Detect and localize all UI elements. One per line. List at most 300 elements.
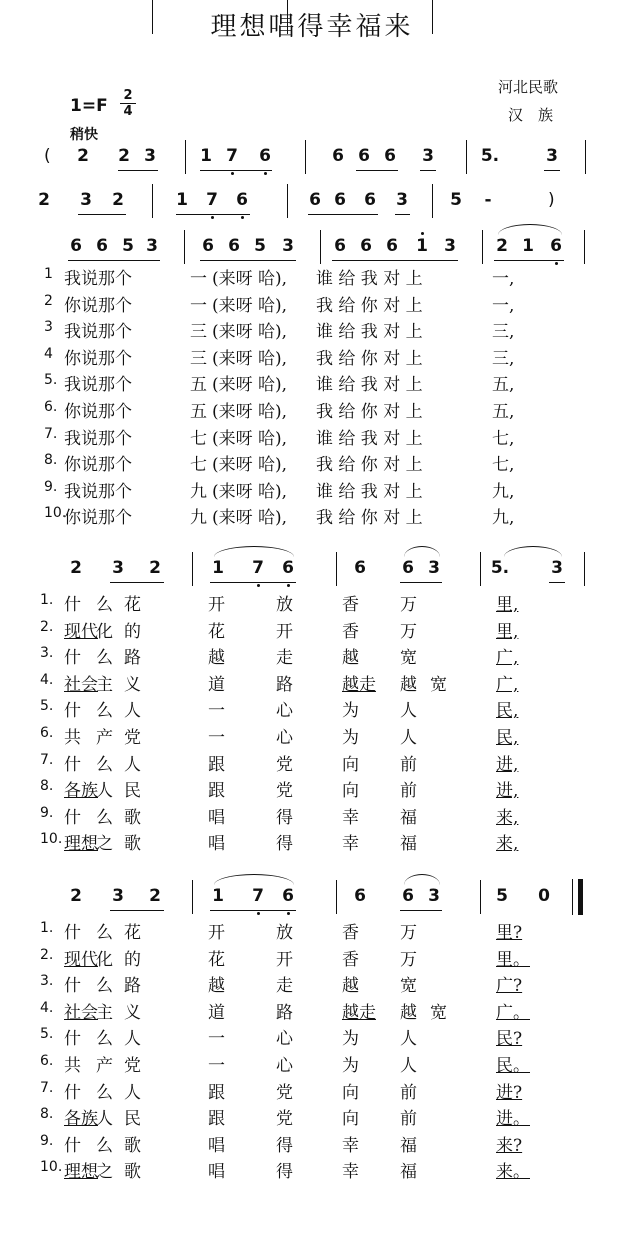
beam-underline <box>118 170 158 171</box>
m3-note: 3 <box>428 886 440 906</box>
verse3-line-number: 3. <box>40 973 54 990</box>
verse3-lyric: 民。 <box>496 1056 530 1076</box>
verse2-lyric: 为 <box>342 728 359 748</box>
verse2-lyric: 花 <box>208 621 225 642</box>
verse3-lyric: 进? <box>496 1082 523 1103</box>
verse3-lyric: 民 <box>124 1109 141 1130</box>
paren-open: ( <box>44 146 51 166</box>
intro2-note: 2 <box>112 190 124 210</box>
octave-dot <box>231 172 234 175</box>
verse2-line-number: 3. <box>40 645 54 662</box>
song-ethnicity: 汉 族 <box>508 106 554 124</box>
verse2-lyric: 心 <box>276 728 293 748</box>
verse3-lyric: 各族 <box>64 1109 98 1130</box>
verse3-lyric: 前 <box>400 1082 417 1103</box>
verse3-lyric: 幸 <box>342 1135 359 1156</box>
song-origin: 河北民歌 <box>498 78 559 96</box>
verse1-lyric: 七, <box>492 428 515 449</box>
verse2-lyric: 前 <box>400 754 417 775</box>
intro1-note: 2 <box>77 146 89 166</box>
verse3-lyric: 越 <box>400 1002 417 1023</box>
m2-note: 2 <box>149 558 161 578</box>
verse2-lyric: 么 <box>96 807 113 828</box>
verse2-lyric: 越走 <box>342 674 376 695</box>
verse3-lyric: 社会 <box>64 1002 98 1023</box>
intro1-note: 5. <box>480 146 500 166</box>
barline <box>184 230 185 264</box>
beam-underline <box>176 214 250 215</box>
verse1-lyric: 你说那个 <box>64 402 132 422</box>
barline <box>287 184 288 218</box>
verse1-line-number: 1 <box>44 266 53 282</box>
verse2-lyric: 人 <box>400 701 417 722</box>
verse3-lyric: 唱 <box>208 1162 225 1183</box>
verse1-lyric: 七 <box>190 428 207 449</box>
verse3-lyric: 福 <box>400 1162 417 1183</box>
octave-dot <box>555 262 558 265</box>
verse1-lyric: (来呀 哈), <box>212 295 288 316</box>
verse2-line-number: 1. <box>40 592 54 608</box>
beam-underline <box>68 260 160 261</box>
intro2-note: 6 <box>309 190 321 210</box>
beam-underline <box>400 582 442 583</box>
verse2-lyric: 民, <box>496 701 519 722</box>
verse1-line-number: 3 <box>44 319 53 336</box>
verse3-lyric: 前 <box>400 1109 417 1130</box>
intro2-note: 7 <box>206 190 218 210</box>
beam-underline <box>356 170 398 171</box>
verse2-lyric: 一 <box>208 701 225 722</box>
verse2-lyric: 跟 <box>208 781 225 802</box>
verse3-lyric: 里。 <box>496 949 530 970</box>
verse1-lyric: 我说那个 <box>64 269 132 289</box>
verse2-lyric: 万 <box>400 595 417 615</box>
intro2-note: 1 <box>176 190 188 210</box>
slur <box>214 874 294 885</box>
verse3-lyric: 党 <box>124 1056 141 1076</box>
m1-note: 6 <box>96 236 108 256</box>
verse3-lyric: 心 <box>276 1056 293 1076</box>
verse3-lyric: 人 <box>96 1109 113 1130</box>
verse2-lyric: 党 <box>276 781 293 802</box>
verse3-lyric: 产 <box>96 1056 113 1076</box>
verse2-lyric: 越 <box>400 674 417 695</box>
verse3-lyric: 跟 <box>208 1082 225 1103</box>
verse2-lyric: 香 <box>342 595 359 615</box>
verse1-lyric: (来呀 哈), <box>212 348 288 369</box>
verse2-lyric: 得 <box>276 834 293 855</box>
beam-underline <box>308 214 378 215</box>
verse2-lyric: 一 <box>208 728 225 748</box>
verse3-lyric: 歌 <box>124 1162 141 1183</box>
verse2-line-number: 9. <box>40 804 54 821</box>
barline <box>320 230 321 264</box>
verse3-lyric: 么 <box>96 923 113 943</box>
verse3-lyric: 万 <box>400 923 417 943</box>
verse2-lyric: 花 <box>124 595 141 615</box>
verse3-line-number: 7. <box>40 1079 54 1096</box>
verse2-lyric: 幸 <box>342 834 359 855</box>
m3-note: 0 <box>538 886 550 906</box>
verse3-lyric: 共 <box>64 1056 81 1076</box>
paren-close: ) <box>548 190 555 210</box>
slur <box>504 546 562 557</box>
verse3-lyric: 党 <box>276 1082 293 1103</box>
verse2-lyric: 为 <box>342 701 359 722</box>
key-signature: 1=F <box>70 96 108 116</box>
verse1-lyric: 我说那个 <box>64 481 132 502</box>
verse3-lyric: 开 <box>208 923 225 943</box>
verse3-lyric: 什 <box>64 923 81 943</box>
verse3-line-number: 1. <box>40 920 54 936</box>
intro2-note: 2 <box>38 190 50 210</box>
verse2-lyric: 广, <box>496 674 519 695</box>
barline <box>480 552 481 586</box>
m3-note: 6 <box>354 886 366 906</box>
verse2-lyric: 化 <box>96 621 113 642</box>
verse2-lyric: 香 <box>342 621 359 642</box>
time-signature-top: 2 <box>123 88 133 103</box>
beam-underline <box>210 910 296 911</box>
intro2-note: 3 <box>396 190 408 210</box>
m3-note: 7 <box>252 886 264 906</box>
verse1-lyric: 我 给 你 对 上 <box>316 508 423 529</box>
verse3-lyric: 化 <box>96 949 113 970</box>
verse2-lyric: 么 <box>96 754 113 775</box>
verse1-lyric: (来呀 哈), <box>212 402 288 422</box>
verse1-lyric: 九, <box>492 481 515 502</box>
verse3-lyric: 什 <box>64 1029 81 1050</box>
verse2-lyric: 进, <box>496 754 519 775</box>
verse2-lyric: 什 <box>64 701 81 722</box>
verse1-lyric: 你说那个 <box>64 348 132 369</box>
verse3-lyric: 得 <box>276 1162 293 1183</box>
barline <box>584 230 585 264</box>
m1-note: 3 <box>146 236 158 256</box>
verse2-lyric: 跟 <box>208 754 225 775</box>
verse3-lyric: 理想 <box>64 1162 98 1183</box>
final-barline <box>578 879 583 915</box>
verse3-lyric: 么 <box>96 1029 113 1050</box>
verse2-lyric: 越 <box>208 648 225 669</box>
intro1-note: 6 <box>259 146 271 166</box>
verse3-lyric: 越 <box>342 976 359 997</box>
m1-note: 1 <box>522 236 534 256</box>
verse2-lyric: 人 <box>96 781 113 802</box>
m1-note: 6 <box>228 236 240 256</box>
verse1-lyric: (来呀 哈), <box>212 428 288 449</box>
barline <box>336 880 337 914</box>
verse1-lyric: 一, <box>492 295 515 316</box>
verse1-lyric: 我 给 你 对 上 <box>316 348 423 369</box>
beam-underline <box>110 582 164 583</box>
beam-underline <box>544 170 560 171</box>
verse3-lyric: 福 <box>400 1135 417 1156</box>
verse1-lyric: 七, <box>492 455 515 476</box>
verse1-lyric: 我 给 你 对 上 <box>316 295 423 316</box>
verse3-lyric: 宽 <box>400 976 417 997</box>
verse2-lyric: 主 <box>96 674 113 695</box>
verse2-lyric: 歌 <box>124 807 141 828</box>
time-signature-bottom: 4 <box>123 104 133 119</box>
verse3-lyric: 宽 <box>430 1002 447 1023</box>
verse2-lyric: 社会 <box>64 674 98 695</box>
verse2-lyric: 来, <box>496 807 519 828</box>
m3-note: 6 <box>402 886 414 906</box>
verse1-lyric: (来呀 哈), <box>212 481 288 502</box>
verse1-line-number: 4 <box>44 345 53 362</box>
octave-dot <box>257 912 260 915</box>
m3-note: 2 <box>70 886 82 906</box>
final-thin-barline <box>572 879 573 915</box>
verse2-lyric: 各族 <box>64 781 98 802</box>
octave-dot <box>421 232 424 235</box>
verse1-lyric: 三 <box>190 348 207 369</box>
intro1-note: 3 <box>422 146 434 166</box>
verse2-line-number: 10. <box>40 831 63 848</box>
verse2-lyric: 放 <box>276 595 293 615</box>
verse2-lyric: 民 <box>124 781 141 802</box>
m2-note: 7 <box>252 558 264 578</box>
m2-note: 3 <box>551 558 563 578</box>
barline <box>584 552 585 586</box>
verse1-lyric: 我说那个 <box>64 428 132 449</box>
verse3-lyric: 得 <box>276 1135 293 1156</box>
beam-underline <box>78 214 126 215</box>
verse1-lyric: 谁 给 我 对 上 <box>316 428 423 449</box>
m2-note: 1 <box>212 558 224 578</box>
verse2-lyric: 党 <box>276 754 293 775</box>
verse3-lyric: 党 <box>276 1109 293 1130</box>
verse3-lyric: 里? <box>496 923 523 943</box>
beam-underline <box>332 260 458 261</box>
verse3-lyric: 现代 <box>64 949 98 970</box>
verse1-lyric: 我说那个 <box>64 322 132 343</box>
verse3-lyric: 路 <box>276 1002 293 1023</box>
verse3-lyric: 么 <box>96 1135 113 1156</box>
verse3-lyric: 广。 <box>496 1002 530 1023</box>
verse2-lyric: 唱 <box>208 834 225 855</box>
m1-note: 6 <box>70 236 82 256</box>
verse3-lyric: 的 <box>124 949 141 970</box>
beam-underline <box>200 170 272 171</box>
m3-note: 2 <box>149 886 161 906</box>
m1-note: 2 <box>496 236 508 256</box>
m3-note: 5 <box>496 886 508 906</box>
verse2-lyric: 走 <box>276 648 293 669</box>
verse2-lyric: 党 <box>124 728 141 748</box>
beam-underline <box>110 910 164 911</box>
verse2-lyric: 人 <box>124 754 141 775</box>
verse1-lyric: (来呀 哈), <box>212 508 288 529</box>
verse1-lyric: 三 <box>190 322 207 343</box>
verse2-lyric: 么 <box>96 701 113 722</box>
barline <box>152 0 153 34</box>
verse3-lyric: 心 <box>276 1029 293 1050</box>
intro2-note: 6 <box>334 190 346 210</box>
beam-underline <box>200 260 296 261</box>
verse3-lyric: 向 <box>342 1109 359 1130</box>
octave-dot <box>211 216 214 219</box>
verse3-lyric: 人 <box>400 1056 417 1076</box>
verse1-lyric: 五, <box>492 375 515 396</box>
verse1-lyric: 你说那个 <box>64 455 132 476</box>
verse2-lyric: 什 <box>64 754 81 775</box>
song-title: 理想唱得幸福来 <box>210 12 414 42</box>
verse3-lyric: 人 <box>124 1029 141 1050</box>
verse1-lyric: 你说那个 <box>64 508 132 529</box>
slur <box>214 546 294 557</box>
verse1-lyric: 谁 给 我 对 上 <box>316 322 423 343</box>
m1-note: 3 <box>282 236 294 256</box>
m1-note: 6 <box>550 236 562 256</box>
verse1-lyric: 九 <box>190 508 207 529</box>
m3-note: 3 <box>112 886 124 906</box>
verse2-lyric: 开 <box>208 595 225 615</box>
intro2-note: 6 <box>364 190 376 210</box>
verse3-lyric: 幸 <box>342 1162 359 1183</box>
intro1-note: 7 <box>226 146 238 166</box>
verse2-lyric: 宽 <box>400 648 417 669</box>
verse3-lyric: 越 <box>208 976 225 997</box>
octave-dot <box>257 584 260 587</box>
verse3-line-number: 5. <box>40 1026 54 1043</box>
verse2-lyric: 现代 <box>64 621 98 642</box>
verse2-lyric: 人 <box>400 728 417 748</box>
verse1-lyric: (来呀 哈), <box>212 455 288 476</box>
verse1-lyric: 五 <box>190 402 207 422</box>
intro2-note: 6 <box>236 190 248 210</box>
tempo-marking: 稍快 <box>70 127 98 143</box>
verse2-lyric: 什 <box>64 807 81 828</box>
verse3-line-number: 9. <box>40 1132 54 1149</box>
verse2-lyric: 向 <box>342 781 359 802</box>
verse1-lyric: (来呀 哈), <box>212 269 288 289</box>
verse3-lyric: 人 <box>124 1082 141 1103</box>
barline <box>192 880 193 914</box>
verse3-line-number: 2. <box>40 946 54 963</box>
verse3-lyric: 进。 <box>496 1109 530 1130</box>
verse2-line-number: 5. <box>40 698 54 715</box>
barline <box>585 140 586 174</box>
verse2-lyric: 得 <box>276 807 293 828</box>
verse3-lyric: 什 <box>64 1135 81 1156</box>
verse2-lyric: 产 <box>96 728 113 748</box>
verse3-lyric: 花 <box>124 923 141 943</box>
verse3-lyric: 走 <box>276 976 293 997</box>
intro1-note: 1 <box>200 146 212 166</box>
verse1-lyric: 九 <box>190 481 207 502</box>
intro1-note: 6 <box>384 146 396 166</box>
verse1-lyric: 你说那个 <box>64 295 132 316</box>
verse1-lyric: 五 <box>190 375 207 396</box>
m1-note: 5 <box>122 236 134 256</box>
verse1-lyric: (来呀 哈), <box>212 322 288 343</box>
verse2-lyric: 越 <box>342 648 359 669</box>
verse3-lyric: 民? <box>496 1029 523 1050</box>
barline <box>336 552 337 586</box>
verse3-lyric: 为 <box>342 1056 359 1076</box>
beam-underline <box>494 260 564 261</box>
verse3-lyric: 来? <box>496 1135 523 1156</box>
verse3-lyric: 人 <box>400 1029 417 1050</box>
m2-note: 3 <box>112 558 124 578</box>
verse3-lyric: 唱 <box>208 1135 225 1156</box>
barline <box>152 184 153 218</box>
verse2-lyric: 路 <box>276 674 293 695</box>
barline <box>432 0 433 34</box>
verse2-lyric: 向 <box>342 754 359 775</box>
verse3-line-number: 8. <box>40 1106 54 1123</box>
verse3-lyric: 什 <box>64 976 81 997</box>
verse1-lyric: 九, <box>492 508 515 529</box>
m3-note: 6 <box>282 886 294 906</box>
verse3-lyric: 跟 <box>208 1109 225 1130</box>
slur <box>404 874 440 885</box>
m1-note: 6 <box>360 236 372 256</box>
m2-note: 6 <box>402 558 414 578</box>
beam-underline <box>395 214 410 215</box>
beam-underline <box>400 910 442 911</box>
intro2-note: - <box>484 190 492 210</box>
verse1-lyric: 七 <box>190 455 207 476</box>
verse2-line-number: 7. <box>40 751 54 768</box>
verse3-lyric: 义 <box>124 1002 141 1023</box>
m1-note: 6 <box>202 236 214 256</box>
verse1-lyric: 谁 给 我 对 上 <box>316 269 423 289</box>
barline <box>432 184 433 218</box>
verse2-line-number: 6. <box>40 725 54 741</box>
intro2-note: 5 <box>450 190 462 210</box>
verse3-lyric: 来。 <box>496 1162 530 1183</box>
intro2-note: 3 <box>80 190 92 210</box>
verse2-lyric: 道 <box>208 674 225 695</box>
verse3-lyric: 主 <box>96 1002 113 1023</box>
verse3-line-number: 10. <box>40 1159 63 1176</box>
verse2-lyric: 民, <box>496 728 519 748</box>
verse3-line-number: 4. <box>40 999 54 1016</box>
verse1-lyric: 一 <box>190 269 207 289</box>
verse1-lyric: 我 给 你 对 上 <box>316 402 423 422</box>
barline <box>185 140 186 174</box>
verse1-line-number: 2 <box>44 292 53 309</box>
m3-note: 1 <box>212 886 224 906</box>
verse3-lyric: 道 <box>208 1002 225 1023</box>
barline <box>192 552 193 586</box>
m2-note: 3 <box>428 558 440 578</box>
m2-note: 2 <box>70 558 82 578</box>
slur <box>404 546 440 557</box>
verse1-lyric: 谁 给 我 对 上 <box>316 375 423 396</box>
verse3-lyric: 什 <box>64 1082 81 1103</box>
verse2-lyric: 开 <box>276 621 293 642</box>
verse1-lyric: 我 给 你 对 上 <box>316 455 423 476</box>
verse3-lyric: 开 <box>276 949 293 970</box>
verse2-lyric: 人 <box>124 701 141 722</box>
verse3-lyric: 为 <box>342 1029 359 1050</box>
verse2-lyric: 的 <box>124 621 141 642</box>
verse3-lyric: 之 <box>96 1162 113 1183</box>
verse2-lyric: 什 <box>64 648 81 669</box>
beam-underline <box>549 582 565 583</box>
verse2-lyric: 里, <box>496 621 519 642</box>
verse2-lyric: 路 <box>124 648 141 669</box>
beam-underline <box>420 170 436 171</box>
verse3-lyric: 歌 <box>124 1135 141 1156</box>
verse2-lyric: 福 <box>400 834 417 855</box>
octave-dot <box>241 216 244 219</box>
verse2-lyric: 前 <box>400 781 417 802</box>
